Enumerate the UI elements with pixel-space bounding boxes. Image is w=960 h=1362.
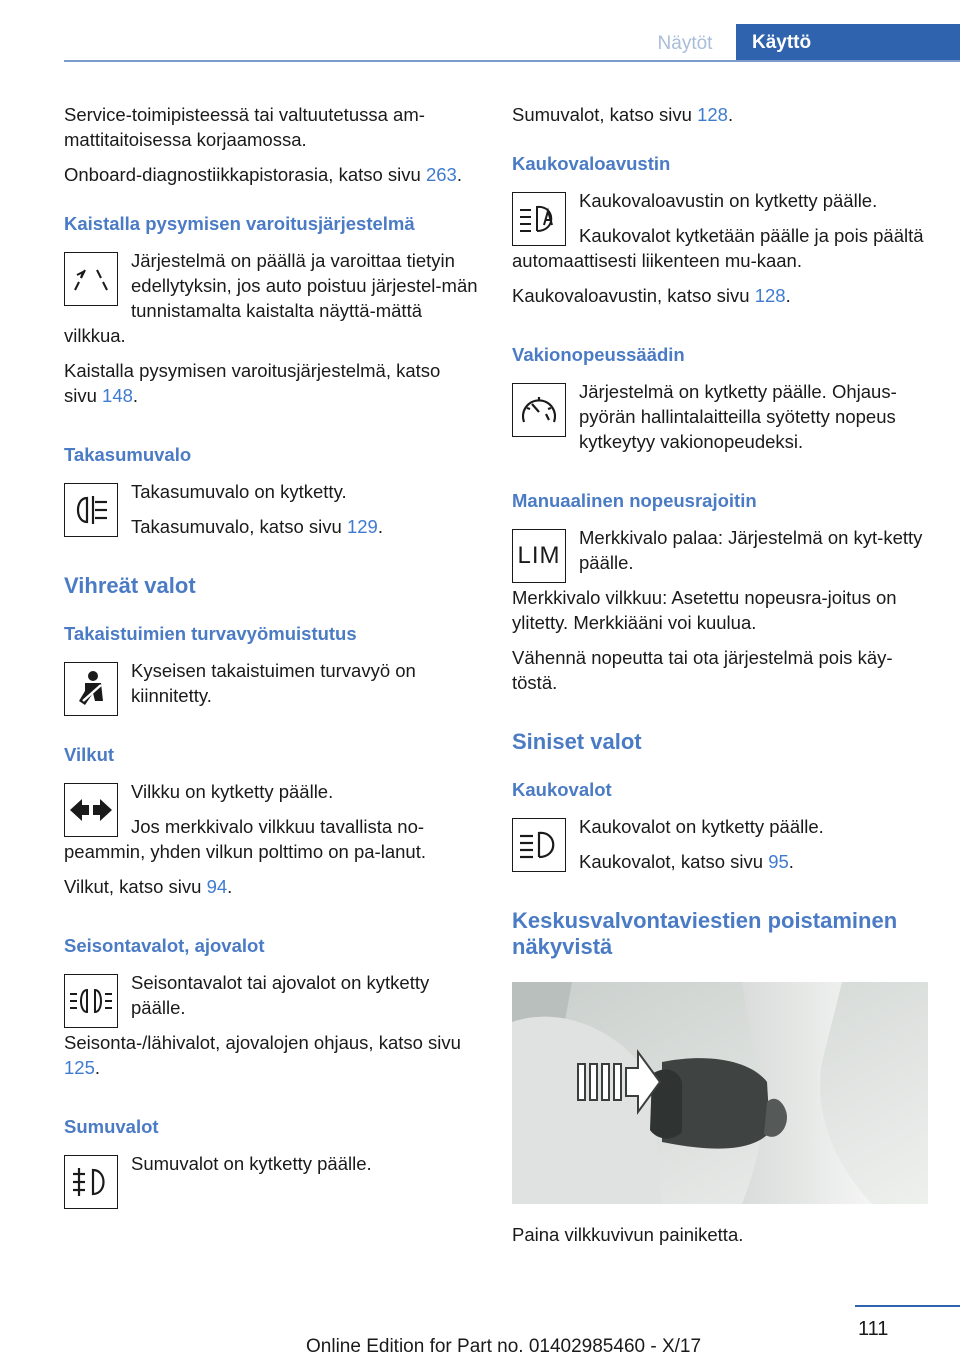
parking-text: Seisontavalot tai ajovalot on kytketty päälle. [131, 972, 430, 1018]
limiter-text-3: Vähennä nopeutta tai ota järjestelmä pois käy-töstä. [512, 647, 893, 693]
lane-departure-icon [64, 252, 118, 306]
footer-rule [855, 1305, 960, 1307]
lane-text: Järjestelmä on päällä ja varoittaa tietyin edellytyksin, jos auto poistuu järjestel-män tunnistamalta kaistalta näyttä-mättä vilkkua. [64, 250, 478, 346]
tab-naytot[interactable]: Näytöt [657, 33, 713, 54]
section-heading-highbeam: Kaukovalot [512, 779, 612, 800]
turn-ref: Vilkut, katso sivu 94. [64, 876, 233, 897]
hba-text: Kaukovaloavustin on kytketty päälle. [579, 190, 878, 211]
section-heading-lane: Kaistalla pysymisen varoitusjärjestelmä [64, 213, 415, 234]
section-heading-fog: Sumuvalot [64, 1116, 159, 1137]
parking-lights-icon [64, 974, 118, 1028]
section-heading-hba: Kaukovaloavustin [512, 153, 671, 174]
right-column [512, 102, 930, 1257]
green-lights-heading: Vihreät valot [64, 573, 196, 598]
page-link[interactable]: 94 [206, 876, 228, 897]
lane-ref: Kaistalla pysymisen varoitusjärjestelmä, katso sivu 148. [64, 360, 441, 406]
illustration-caption: Paina vilkkuvivun painiketta. [512, 1224, 744, 1245]
edition-note: Online Edition for Part no. 01402985460 - X/17 [306, 1336, 702, 1357]
speed-limiter-icon [512, 529, 566, 583]
limiter-text-2: Merkkivalo vilkkuu: Asetettu nopeusra-joitus on ylitetty. Merkkiääni voi kuulua. [512, 587, 897, 633]
page-link[interactable]: 95 [768, 851, 789, 872]
page-link[interactable]: 263 [425, 164, 457, 185]
cruise-control-icon [512, 383, 566, 437]
header-rule [64, 60, 960, 62]
fog-text: Sumuvalot on kytketty päälle. [131, 1153, 372, 1174]
paragraph-obd: Onboard-diagnostiikkapistorasia, katso sivu 263. [64, 164, 462, 185]
turn-signal-icon [64, 783, 118, 837]
rearfog-text: Takasumuvalo on kytketty. [131, 481, 347, 502]
rear-fog-light-icon [64, 483, 118, 537]
limiter-text: Merkkivalo palaa: Järjestelmä on kyt-ketty päälle. [579, 527, 923, 573]
fog-ref: Sumuvalot, katso sivu 128. [512, 104, 734, 125]
seatbelt-text: Kyseisen takaistuimen turvavyö on kiinnitetty. [131, 660, 416, 706]
seatbelt-icon [64, 662, 118, 716]
page-number: 111 [858, 1318, 889, 1340]
turn-signal-stalk-illustration [512, 982, 928, 1204]
highbeam-text: Kaukovalot on kytketty päälle. [579, 816, 824, 837]
section-heading-seatbelt: Takaistuimien turvavyömuistutus [64, 623, 357, 644]
lim-icon-text: LIM [517, 542, 561, 569]
left-column [64, 102, 478, 1211]
front-fog-light-icon [64, 1155, 118, 1209]
paragraph: Service-toimipisteessä tai valtuutetussa am-mattitaitoisessa korjaamossa. [64, 104, 425, 150]
high-beam-assist-icon [512, 192, 566, 246]
high-beam-icon [512, 818, 566, 872]
section-heading-turn: Vilkut [64, 744, 115, 765]
section-heading-cruise: Vakionopeussäädin [512, 344, 685, 365]
section-heading-limiter: Manuaalinen nopeusrajoitin [512, 490, 757, 511]
tab-kaytto[interactable]: Käyttö [736, 24, 960, 62]
turn-text: Vilkku on kytketty päälle. [131, 781, 334, 802]
blue-lights-heading: Siniset valot [512, 729, 642, 754]
turn-text-2: Jos merkkivalo vilkkuu tavallista no-peammin, yhden vilkun polttimo on pa-lanut. [64, 816, 426, 862]
section-heading-parking: Seisontavalot, ajovalot [64, 935, 265, 956]
parking-ref: Seisonta-/lähivalot, ajovalojen ohjaus, katso sivu 125. [64, 1032, 461, 1078]
hba-text-2: Kaukovalot kytketään päälle ja pois päältä automaattisesti liikenteen mu-kaan. [512, 225, 924, 271]
section-heading-rearfog: Takasumuvalo [64, 444, 192, 465]
page-link[interactable]: 128 [754, 285, 786, 306]
highbeam-ref: Kaukovalot, katso sivu 95. [579, 851, 794, 872]
cruise-text: Järjestelmä on kytketty päälle. Ohjaus-pyörän hallintalaitteilla syötetty nopeus kytkeytyy vakionopeudeksi. [579, 381, 897, 452]
rearfog-ref: Takasumuvalo, katso sivu 129. [131, 516, 383, 537]
page-link[interactable]: 125 [64, 1057, 95, 1078]
page-link[interactable]: 148 [102, 385, 133, 406]
page-link[interactable]: 129 [346, 516, 378, 537]
hba-ref: Kaukovaloavustin, katso sivu 128. [512, 285, 791, 306]
page-link[interactable]: 128 [697, 104, 728, 125]
hide-messages-heading: Keskusvalvontaviestien poistaminen näkyvistä [512, 908, 898, 959]
